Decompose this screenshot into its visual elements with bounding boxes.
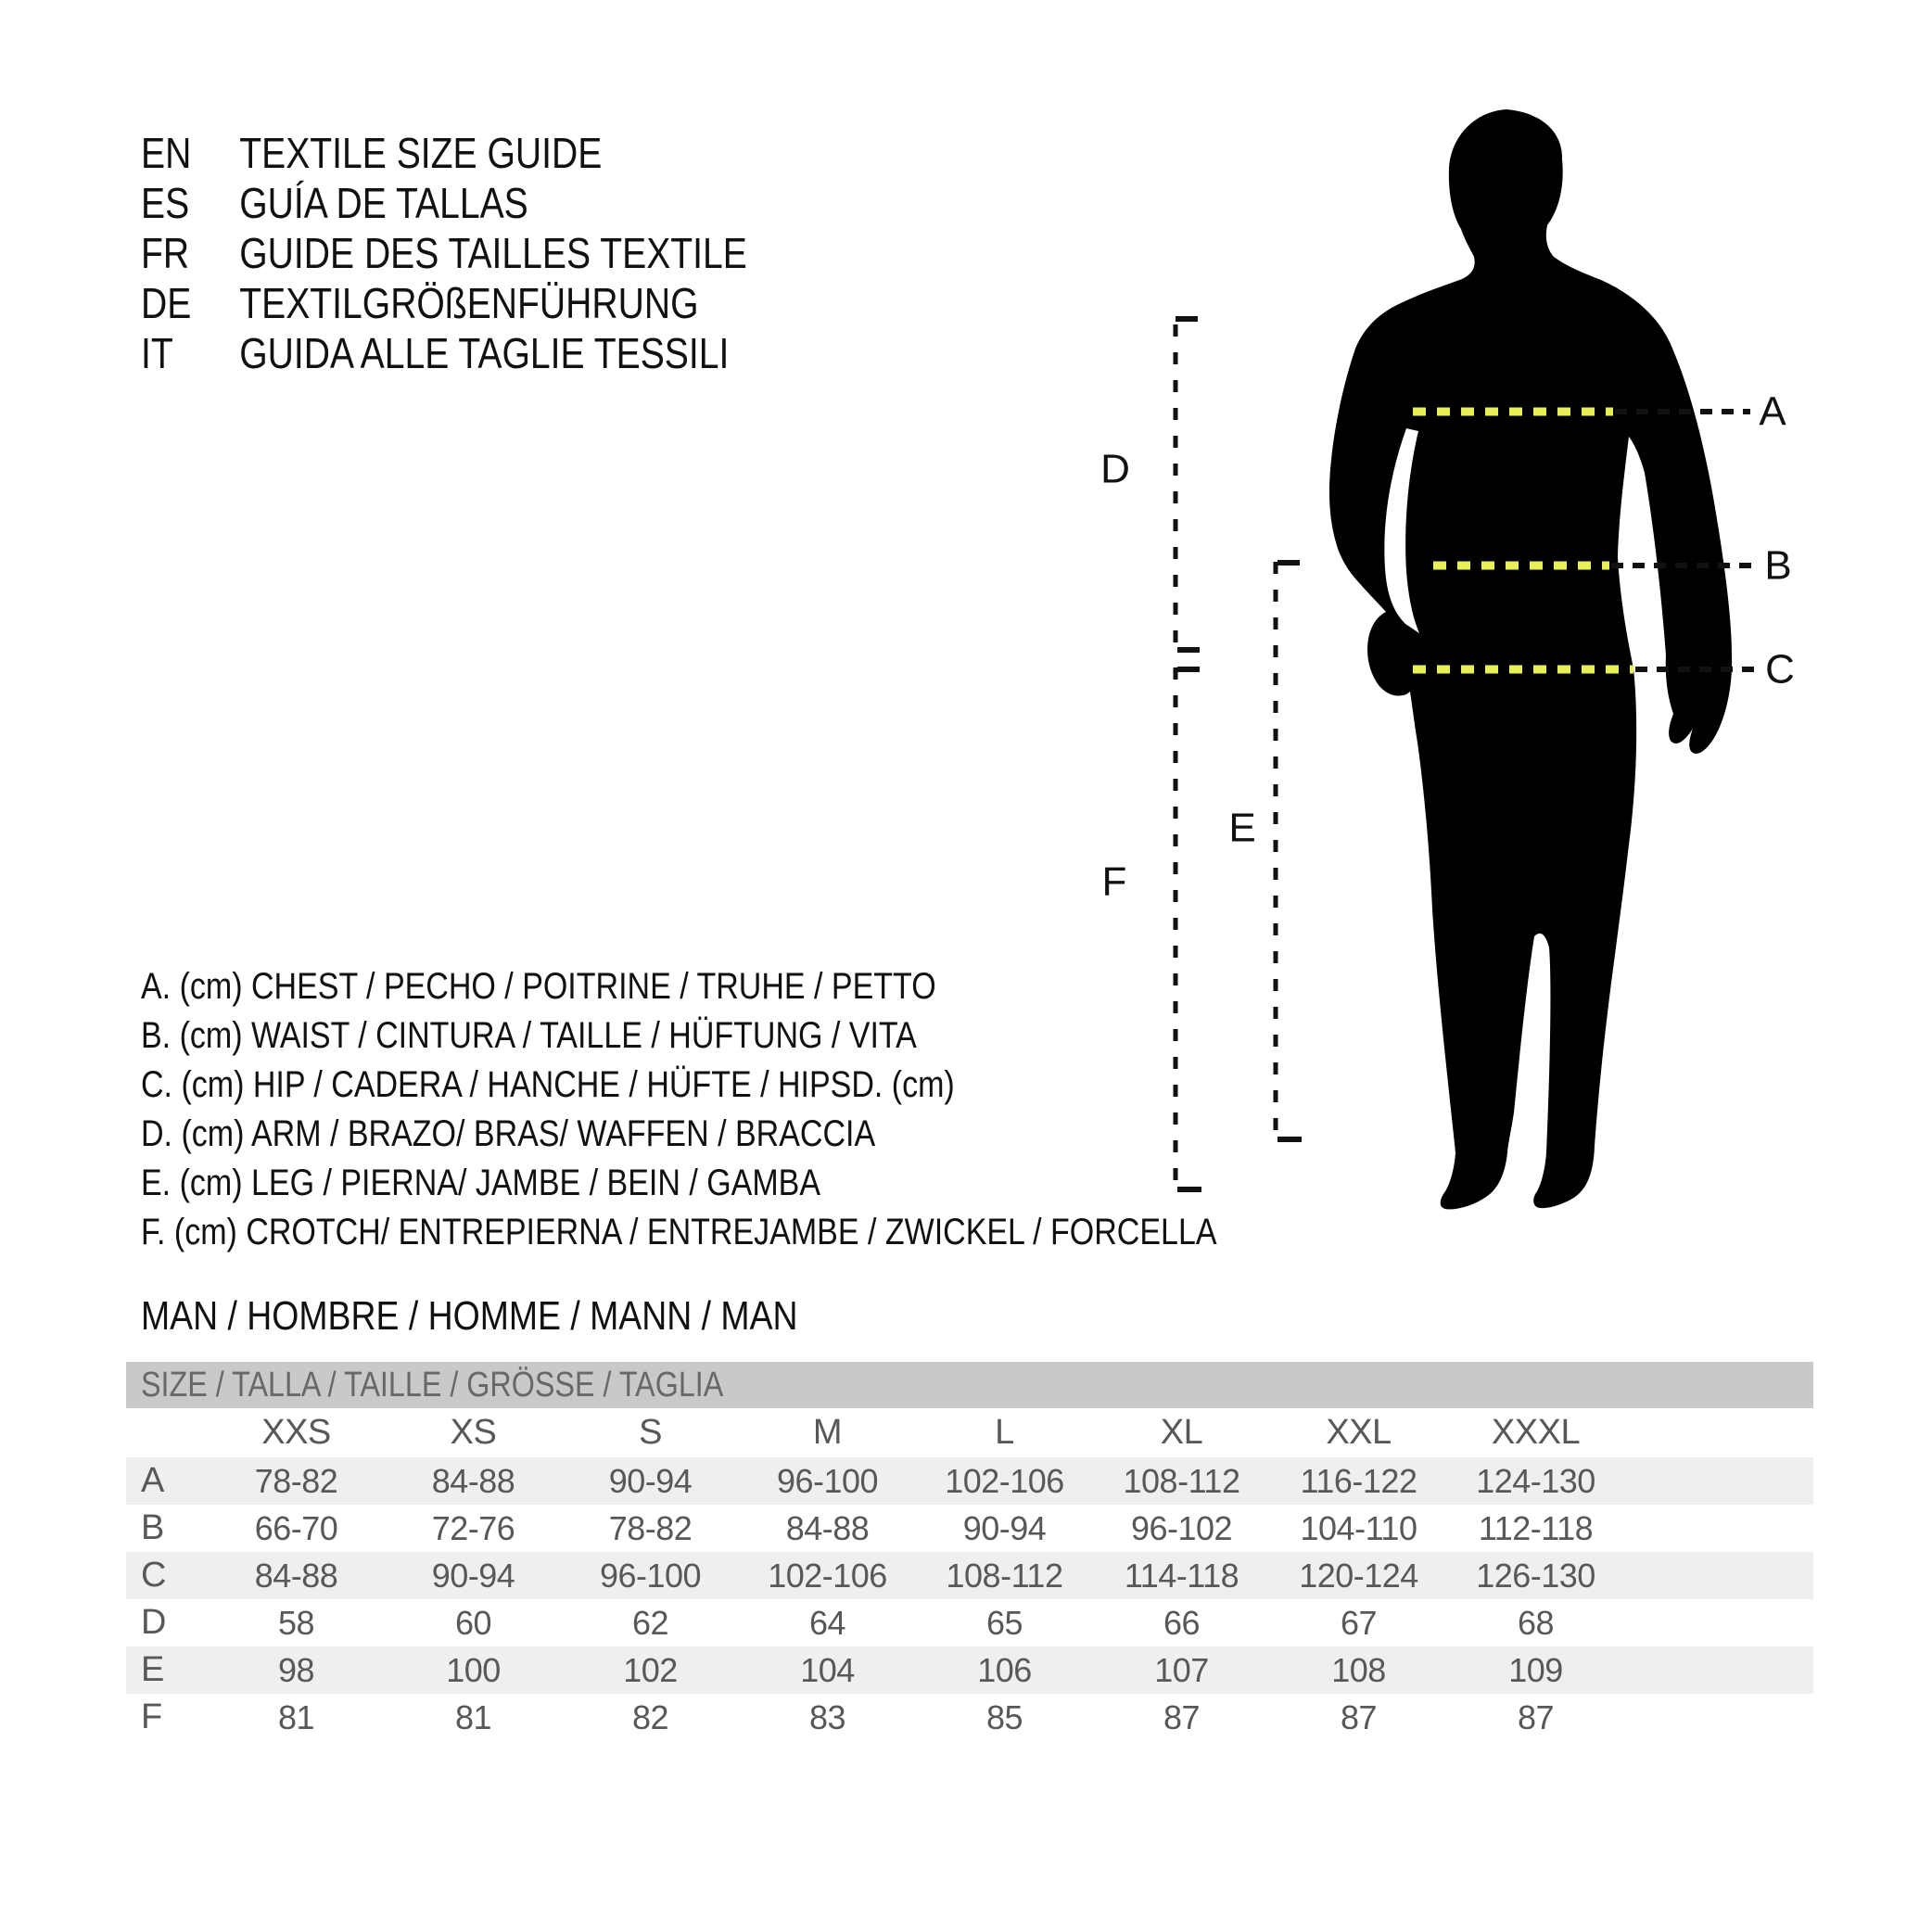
row-label-b: B: [141, 1508, 165, 1547]
lang-title-fr: GUIDE DES TAILLES TEXTILE: [239, 229, 747, 277]
col-header-s: S: [639, 1413, 662, 1452]
cell-b-xl: 96-102: [1130, 1508, 1233, 1547]
cell-d-xl: 66: [1163, 1603, 1201, 1642]
cell-c-xxl: 120-124: [1299, 1556, 1418, 1595]
legend-line-arm: D. (cm) ARM / BRAZO/ BRAS/ WAFFEN / BRACCIA: [141, 1113, 876, 1154]
cell-e-m: 104: [800, 1650, 855, 1689]
cell-d-s: 62: [631, 1603, 669, 1642]
legend-line-leg: E. (cm) LEG / PIERNA/ JAMBE / BEIN / GAMBA: [141, 1163, 821, 1203]
cell-e-xl: 107: [1154, 1650, 1209, 1689]
cell-c-m: 102-106: [768, 1556, 887, 1595]
cell-f-l: 85: [985, 1697, 1023, 1736]
row-label-d: D: [141, 1603, 167, 1642]
cell-a-xl: 108-112: [1123, 1461, 1240, 1500]
left-arm-gap: [1384, 428, 1419, 633]
man-silhouette: [1329, 109, 1732, 1209]
lang-title-es: GUÍA DE TALLAS: [239, 179, 528, 227]
col-header-xxxl: XXXL: [1491, 1413, 1581, 1452]
col-header-l: L: [995, 1413, 1014, 1452]
cell-a-xs: 84-88: [431, 1461, 515, 1500]
cell-d-m: 64: [808, 1603, 846, 1642]
cell-a-s: 90-94: [608, 1461, 693, 1500]
legend-line-waist: B. (cm) WAIST / CINTURA / TAILLE / HÜFTUNG / VITA: [141, 1015, 917, 1056]
table-row-a: [126, 1457, 1813, 1505]
lang-title-de: TEXTILGRÖßENFÜHRUNG: [239, 279, 699, 327]
col-header-xxs: XXS: [261, 1413, 331, 1452]
size-columns-spacer: [126, 1408, 208, 1457]
language-row-es: [141, 178, 747, 228]
lang-title-en: TEXTILE SIZE GUIDE: [239, 129, 603, 177]
lang-code-en: EN: [141, 129, 192, 177]
language-title-list: [141, 128, 747, 378]
cell-c-xxxl: 126-130: [1476, 1556, 1595, 1595]
cell-b-xs: 72-76: [431, 1508, 515, 1547]
cell-c-xl: 114-118: [1124, 1556, 1239, 1595]
legend-line-crotch: F. (cm) CROTCH/ ENTREPIERNA / ENTREJAMBE / ZWICKEL / FORCELLA: [141, 1212, 1217, 1252]
table-row-f: [126, 1694, 1813, 1741]
cell-b-l: 90-94: [962, 1508, 1047, 1547]
cell-d-xxxl: 68: [1517, 1603, 1555, 1642]
cell-a-m: 96-100: [776, 1461, 879, 1500]
figure-label-waist: B: [1764, 542, 1792, 589]
cell-c-xxs: 84-88: [254, 1556, 338, 1595]
col-header-xxl: XXL: [1326, 1413, 1392, 1452]
size-table-header-bar: [126, 1362, 1813, 1408]
cell-e-xxxl: 109: [1508, 1650, 1563, 1689]
table-row-b: [126, 1505, 1813, 1552]
language-row-fr: [141, 228, 747, 278]
legend-line-chest: A. (cm) CHEST / PECHO / POITRINE / TRUHE / PETTO: [141, 966, 936, 1007]
lang-code-es: ES: [141, 179, 190, 227]
cell-f-m: 83: [808, 1697, 846, 1736]
row-label-a: A: [141, 1461, 165, 1500]
lang-code-it: IT: [141, 329, 173, 377]
language-row-de: [141, 278, 747, 328]
size-table-title: SIZE / TALLA / TAILLE / GRÖSSE / TAGLIA: [141, 1365, 724, 1405]
language-row-it: [141, 328, 747, 378]
cell-f-xs: 81: [454, 1697, 492, 1736]
cell-d-l: 65: [985, 1603, 1023, 1642]
figure-label-leg: E: [1228, 805, 1256, 851]
row-label-c: C: [141, 1556, 167, 1595]
figure-label-arm: D: [1100, 446, 1130, 492]
cell-f-xl: 87: [1163, 1697, 1201, 1736]
col-header-m: M: [812, 1413, 843, 1452]
legend-line-hip: C. (cm) HIP / CADERA / HANCHE / HÜFTE / HIPSD. (cm): [141, 1064, 955, 1105]
row-label-f: F: [141, 1697, 163, 1736]
cell-b-xxs: 66-70: [254, 1508, 338, 1547]
cell-f-s: 82: [631, 1697, 669, 1736]
cell-a-xxl: 116-122: [1300, 1461, 1417, 1500]
cell-e-s: 102: [623, 1650, 678, 1689]
cell-b-m: 84-88: [785, 1508, 870, 1547]
cell-e-xxs: 98: [277, 1650, 315, 1689]
cell-f-xxl: 87: [1340, 1697, 1378, 1736]
cell-d-xxs: 58: [277, 1603, 315, 1642]
cell-e-xxl: 108: [1331, 1650, 1386, 1689]
cell-f-xxs: 81: [277, 1697, 315, 1736]
cell-e-l: 106: [977, 1650, 1032, 1689]
table-row-c: [126, 1552, 1813, 1599]
cell-d-xxl: 67: [1340, 1603, 1378, 1642]
cell-e-xs: 100: [446, 1650, 501, 1689]
lang-code-de: DE: [141, 279, 192, 327]
cell-b-s: 78-82: [608, 1508, 693, 1547]
table-row-d: [126, 1599, 1813, 1646]
figure-label-chest: A: [1759, 388, 1786, 435]
language-row-en: [141, 128, 747, 178]
lang-code-fr: FR: [141, 229, 190, 277]
figure-label-crotch: F: [1101, 858, 1127, 905]
category-line: MAN / HOMBRE / HOMME / MANN / MAN: [141, 1293, 798, 1339]
size-columns-row: [126, 1408, 1813, 1457]
figure-label-hip: C: [1765, 646, 1795, 693]
cell-b-xxxl: 112-118: [1478, 1508, 1594, 1547]
cell-d-xs: 60: [454, 1603, 492, 1642]
cell-b-xxl: 104-110: [1300, 1508, 1417, 1547]
col-header-xl: XL: [1160, 1413, 1203, 1452]
col-header-xs: XS: [450, 1413, 497, 1452]
cell-f-xxxl: 87: [1517, 1697, 1555, 1736]
cell-a-l: 102-106: [945, 1461, 1064, 1500]
cell-c-s: 96-100: [599, 1556, 702, 1595]
cell-c-xs: 90-94: [431, 1556, 515, 1595]
table-row-e: [126, 1646, 1813, 1694]
cell-a-xxs: 78-82: [254, 1461, 338, 1500]
row-label-e: E: [141, 1650, 165, 1689]
size-table: [126, 1362, 1813, 1741]
lang-title-it: GUIDA ALLE TAGLIE TESSILI: [239, 329, 730, 377]
measurement-legend: [141, 962, 1217, 1257]
cell-c-l: 108-112: [946, 1556, 1063, 1595]
cell-a-xxxl: 124-130: [1476, 1461, 1595, 1500]
